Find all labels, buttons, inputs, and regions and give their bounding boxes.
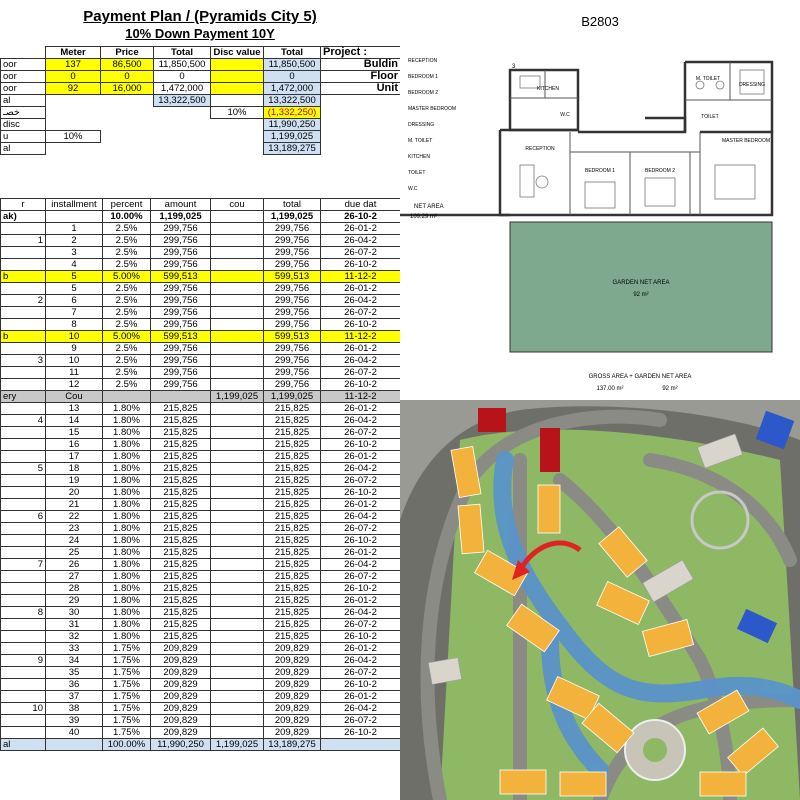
installment-row: 8 2.5% 299,756 299,756 26-10-2 <box>1 319 401 331</box>
unit-code: B2803 <box>581 14 619 29</box>
installment-row: 5 18 1.80% 215,825 215,825 26-04-2 <box>1 463 401 475</box>
col-header: Total <box>154 47 211 59</box>
installment-row: 28 1.80% 215,825 215,825 26-10-2 <box>1 583 401 595</box>
legend-item: BEDROOM 1 <box>408 74 439 80</box>
legend-item: M. TOILET <box>408 138 433 144</box>
gross-garden-value: 92 m² <box>662 386 678 392</box>
delivery-row: ery Cou 1,199,025 1,199,025 11-12-2 <box>1 391 401 403</box>
installment-row: 13 1.80% 215,825 215,825 26-01-2 <box>1 403 401 415</box>
total-row: al 100.00% 11,990,250 1,199,025 13,189,275 <box>1 739 401 751</box>
installment-row: 1 2 2.5% 299,756 299,756 26-04-2 <box>1 235 401 247</box>
room-label: M. TOILET <box>695 76 721 82</box>
installment-table <box>0 198 400 751</box>
installment-row: 23 1.80% 215,825 215,825 26-07-2 <box>1 523 401 535</box>
schedule-header: r installment percent amount cou total due dat <box>1 199 401 211</box>
legend-item: DRESSING <box>408 122 435 128</box>
legend-item: TOILET <box>408 170 426 176</box>
installment-row: 9 34 1.75% 209,829 209,829 26-04-2 <box>1 655 401 667</box>
legend-item: KITCHEN <box>408 154 430 160</box>
installment-row: 11 2.5% 299,756 299,756 26-07-2 <box>1 367 401 379</box>
col-header: Price <box>101 47 154 59</box>
installment-row: 37 1.75% 209,829 209,829 26-01-2 <box>1 691 401 703</box>
net-area-value: 109.29 m² <box>410 214 438 220</box>
summary-row: oor 92 16,000 1,472,000 1,472,000 Unit <box>1 83 401 95</box>
north-label: 3 <box>512 64 516 70</box>
installment-row: 4 2.5% 299,756 299,756 26-10-2 <box>1 259 401 271</box>
col-header: Meter <box>46 47 101 59</box>
gross-area-label: GROSS AREA + GARDEN NET AREA <box>588 374 692 380</box>
installment-row: 16 1.80% 215,825 215,825 26-10-2 <box>1 439 401 451</box>
legend-item: RECEPTION <box>408 58 438 64</box>
summary-row: oor 0 0 0 0 Floor <box>1 71 401 83</box>
col-header: Disc value <box>211 47 264 59</box>
installment-row: b 5 5.00% 599,513 599,513 11-12-2 <box>1 271 401 283</box>
installment-row: 9 2.5% 299,756 299,756 26-01-2 <box>1 343 401 355</box>
legend-item: MASTER BEDROOM <box>408 106 457 112</box>
legend-item: BEDROOM 2 <box>408 90 439 96</box>
room-label: DRESSING <box>738 82 766 88</box>
page-subtitle: 10% Down Payment 10Y <box>125 26 275 41</box>
room-label: BEDROOM 1 <box>584 168 616 174</box>
installment-row: 4 14 1.80% 215,825 215,825 26-04-2 <box>1 415 401 427</box>
installment-row: 39 1.75% 209,829 209,829 26-07-2 <box>1 715 401 727</box>
room-label: BEDROOM 2 <box>644 168 676 174</box>
installment-row: 32 1.80% 215,825 215,825 26-10-2 <box>1 631 401 643</box>
installment-row: 10 38 1.75% 209,829 209,829 26-04-2 <box>1 703 401 715</box>
garden-label: GARDEN NET AREA <box>612 280 670 286</box>
floor-plan <box>400 0 800 400</box>
room-label: W.C <box>560 112 570 118</box>
installment-row: 21 1.80% 215,825 215,825 26-01-2 <box>1 499 401 511</box>
page-title: Payment Plan / (Pyramids City 5) <box>83 8 317 25</box>
room-label: MASTER BEDROOM <box>721 138 771 144</box>
summary-row: oor 137 86,500 11,850,500 11,850,500 Buldin <box>1 59 401 71</box>
installment-row: 3 10 2.5% 299,756 299,756 26-04-2 <box>1 355 401 367</box>
installment-row: 29 1.80% 215,825 215,825 26-01-2 <box>1 595 401 607</box>
installment-row: 3 2.5% 299,756 299,756 26-07-2 <box>1 247 401 259</box>
down-payment-row: ak) 10.00% 1,199,025 1,199,025 26-10-2 <box>1 211 401 223</box>
installment-row: 7 2.5% 299,756 299,756 26-07-2 <box>1 307 401 319</box>
installment-row: 25 1.80% 215,825 215,825 26-01-2 <box>1 547 401 559</box>
room-label: KITCHEN <box>537 86 559 92</box>
installment-row: 5 2.5% 299,756 299,756 26-01-2 <box>1 283 401 295</box>
installment-row: 15 1.80% 215,825 215,825 26-07-2 <box>1 427 401 439</box>
installment-row: 6 22 1.80% 215,825 215,825 26-04-2 <box>1 511 401 523</box>
installment-row: 35 1.75% 209,829 209,829 26-07-2 <box>1 667 401 679</box>
legend-item: W.C <box>408 186 418 192</box>
installment-row: 40 1.75% 209,829 209,829 26-10-2 <box>1 727 401 739</box>
gross-area-value: 137.00 m² <box>596 386 624 392</box>
installment-row: 19 1.80% 215,825 215,825 26-07-2 <box>1 475 401 487</box>
garden-value: 92 m² <box>633 292 649 298</box>
installment-row: 33 1.75% 209,829 209,829 26-01-2 <box>1 643 401 655</box>
col-header: Total <box>264 47 321 59</box>
project-label: Project : <box>321 47 401 59</box>
installment-row: 24 1.80% 215,825 215,825 26-10-2 <box>1 535 401 547</box>
room-label: RECEPTION <box>525 146 555 152</box>
installment-row: 17 1.80% 215,825 215,825 26-01-2 <box>1 451 401 463</box>
master-plan-drawing <box>400 400 800 800</box>
installment-row: 8 30 1.80% 215,825 215,825 26-04-2 <box>1 607 401 619</box>
installment-row: 7 26 1.80% 215,825 215,825 26-04-2 <box>1 559 401 571</box>
installment-row: 31 1.80% 215,825 215,825 26-07-2 <box>1 619 401 631</box>
summary-table: Meter Price Total Disc value Total Project : oor 137 86,500 11,850,500 11,850,500 Buldin oor 0 0 0 0 Floor oor 92 16,000 1,472,000 1,472,000 Unit al 13,322,500 13,322,500 خصـ 10% (1,332,250) disc 11,990,250 u 10% 1,199,025 al 13,189,275 <box>0 46 400 155</box>
installment-row: 2 6 2.5% 299,756 299,756 26-04-2 <box>1 295 401 307</box>
installment-row: 1 2.5% 299,756 299,756 26-01-2 <box>1 223 401 235</box>
installment-row: b 10 5.00% 599,513 599,513 11-12-2 <box>1 331 401 343</box>
installment-row: 20 1.80% 215,825 215,825 26-10-2 <box>1 487 401 499</box>
installment-row: 36 1.75% 209,829 209,829 26-10-2 <box>1 679 401 691</box>
room-label: TOILET <box>701 114 719 120</box>
installment-row: 12 2.5% 299,756 299,756 26-10-2 <box>1 379 401 391</box>
installment-row: 27 1.80% 215,825 215,825 26-07-2 <box>1 571 401 583</box>
floor-plan-drawing <box>400 0 800 400</box>
master-plan-map <box>400 400 800 800</box>
net-area-label: NET AREA <box>414 204 444 210</box>
